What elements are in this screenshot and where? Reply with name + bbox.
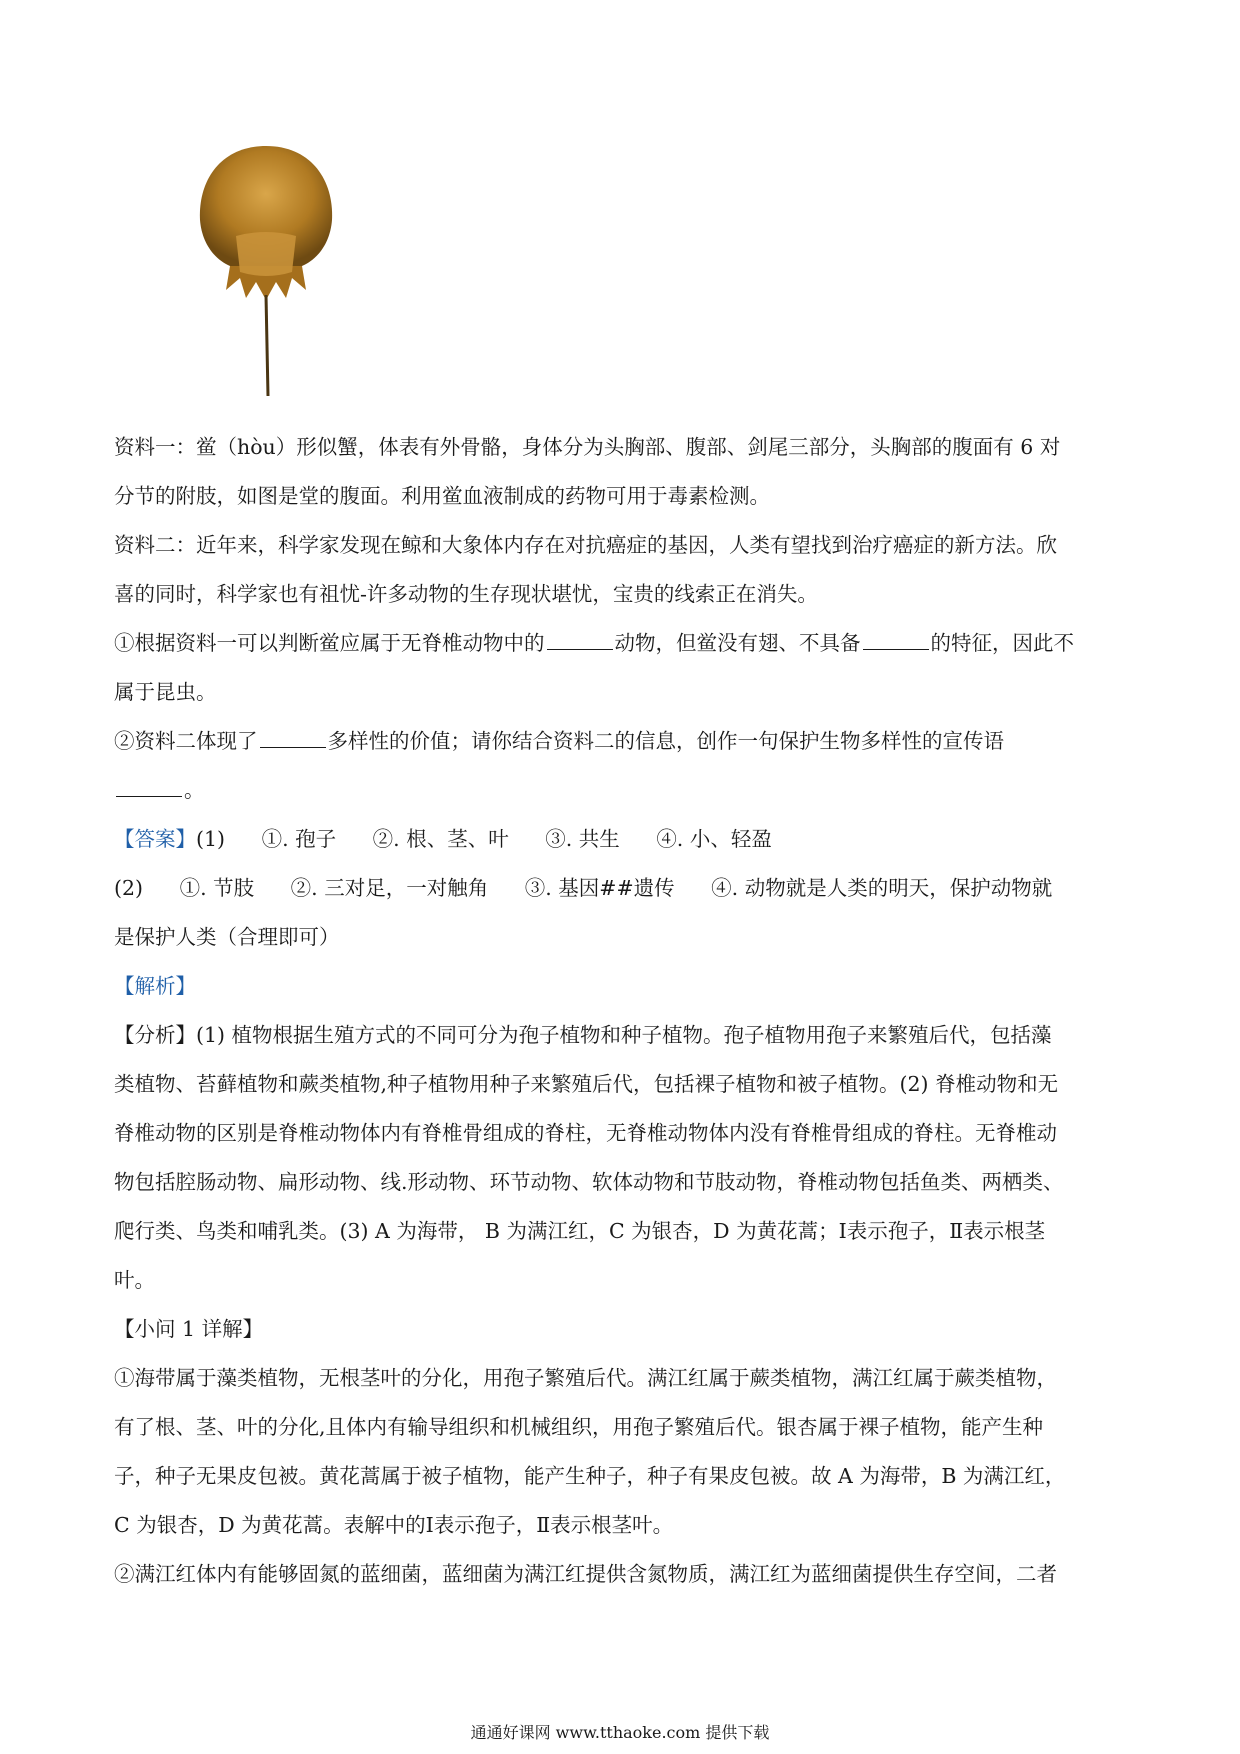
question-two-cont: 。 <box>114 766 1132 815</box>
answer-blank <box>863 633 929 650</box>
analysis-line: 类植物、苔藓植物和蕨类植物,种子植物用种子来繁殖后代，包括裸子植物和被子植物。(2) 脊椎动物和无 <box>114 1072 1059 1096</box>
answer-row-2-cont: 是保护人类（合理即可） <box>114 925 340 949</box>
detail-one-line: 有了根、茎、叶的分化,且体内有输导组织和机械组织，用孢子繁殖后代。银杏属于裸子植物，能产生种 <box>114 1415 1044 1439</box>
answer-option: ①. 节肢 <box>179 876 255 900</box>
detail-one-line: ①海带属于藻类植物，无根茎叶的分化，用孢子繁殖后代。满江红属于蕨类植物，满江红属于蕨类植物， <box>114 1366 1057 1390</box>
question-two: ②资料二体现了 多样性的价值；请你结合资料二的信息，创作一句保护生物多样性的宣传语 <box>114 729 1004 753</box>
material-two-line: 喜的同时，科学家也有祖忧-许多动物的生存现状堪忧，宝贵的线索正在消失。 <box>114 582 818 606</box>
answer-blank <box>116 780 182 797</box>
material-two-line: 资料二：近年来，科学家发现在鲸和大象体内存在对抗癌症的基因，人类有望找到治疗癌症的新方法。欣 <box>114 533 1057 557</box>
page-footer: 通通好课网 www.tthaoke.com 提供下载 <box>470 1723 770 1742</box>
analysis-line: 物包括腔肠动物、扁形动物、线.形动物、环节动物、软体动物和节肢动物，脊椎动物包括鱼类、两栖类、 <box>114 1170 1064 1194</box>
answer-option: ②. 三对足，一对触角 <box>290 876 489 900</box>
analysis-line: 【分析】(1) 植物根据生殖方式的不同可分为孢子植物和种子植物。孢子植物用孢子来繁殖后代，包括藻 <box>114 1023 1052 1047</box>
analysis-label: 【解析】 <box>114 974 196 998</box>
question-one: ①根据资料一可以判断鲎应属于无脊椎动物中的 动物，但鲎没有翅、不具备 的特征，因此不 <box>114 631 1074 655</box>
answer-option: ③. 共生 <box>545 827 620 851</box>
answer-label: 【答案】 <box>114 827 196 851</box>
answer-option: ③. 基因##遗传 <box>524 876 675 900</box>
answer-blank <box>260 731 326 748</box>
detail-one-line: 子，种子无果皮包被。黄花蒿属于被子植物，能产生种子，种子有果皮包被。故 A 为海带，B 为满江红， <box>114 1464 1066 1488</box>
answer-row-2: (2) ①. 节肢 ②. 三对足，一对触角 ③. 基因##遗传 ④. 动物就是人类的明天，保护动物就 <box>114 864 1132 913</box>
document-body <box>114 423 1132 1599</box>
material-one-line: 分节的附肢，如图是堂的腹面。利用鲎血液制成的药物可用于毒素检测。 <box>114 484 770 508</box>
answer-blank <box>547 633 613 650</box>
horseshoe-crab-image <box>196 140 336 400</box>
analysis-line: 叶。 <box>114 1268 155 1292</box>
detail-one-line: ②满江红体内有能够固氮的蓝细菌，蓝细菌为满江红提供含氮物质，满江红为蓝细菌提供生存空间，二者 <box>114 1562 1057 1586</box>
answer-option: ①. 孢子 <box>261 827 337 851</box>
detail-one-label: 【小问 1 详解】 <box>114 1317 264 1341</box>
analysis-line: 脊椎动物的区别是脊椎动物体内有脊椎骨组成的脊柱，无脊椎动物体内没有脊椎骨组成的脊柱。无脊椎动 <box>114 1121 1057 1145</box>
answer-option: ④. 动物就是人类的明天，保护动物就 <box>711 876 1053 900</box>
question-one-cont: 属于昆虫。 <box>114 680 217 704</box>
answer-option: ④. 小、轻盈 <box>656 827 772 851</box>
answer-option: ②. 根、茎、叶 <box>372 827 509 851</box>
material-one-line: 资料一：鲎（hòu）形似蟹，体表有外骨骼，身体分为头胸部、腹部、剑尾三部分，头胸部的腹面有 6 对 <box>114 435 1061 459</box>
analysis-line: 爬行类、鸟类和哺乳类。(3) A 为海带， B 为满江红，C 为银杏，D 为黄花蒿；Ⅰ表示孢子，Ⅱ表示根茎 <box>114 1219 1046 1243</box>
detail-one-line: C 为银杏，D 为黄花蒿。表解中的Ⅰ表示孢子，Ⅱ表示根茎叶。 <box>114 1513 674 1537</box>
answer-row-1: 【答案】(1) ①. 孢子 ②. 根、茎、叶 ③. 共生 ④. 小、轻盈 <box>114 815 1132 864</box>
